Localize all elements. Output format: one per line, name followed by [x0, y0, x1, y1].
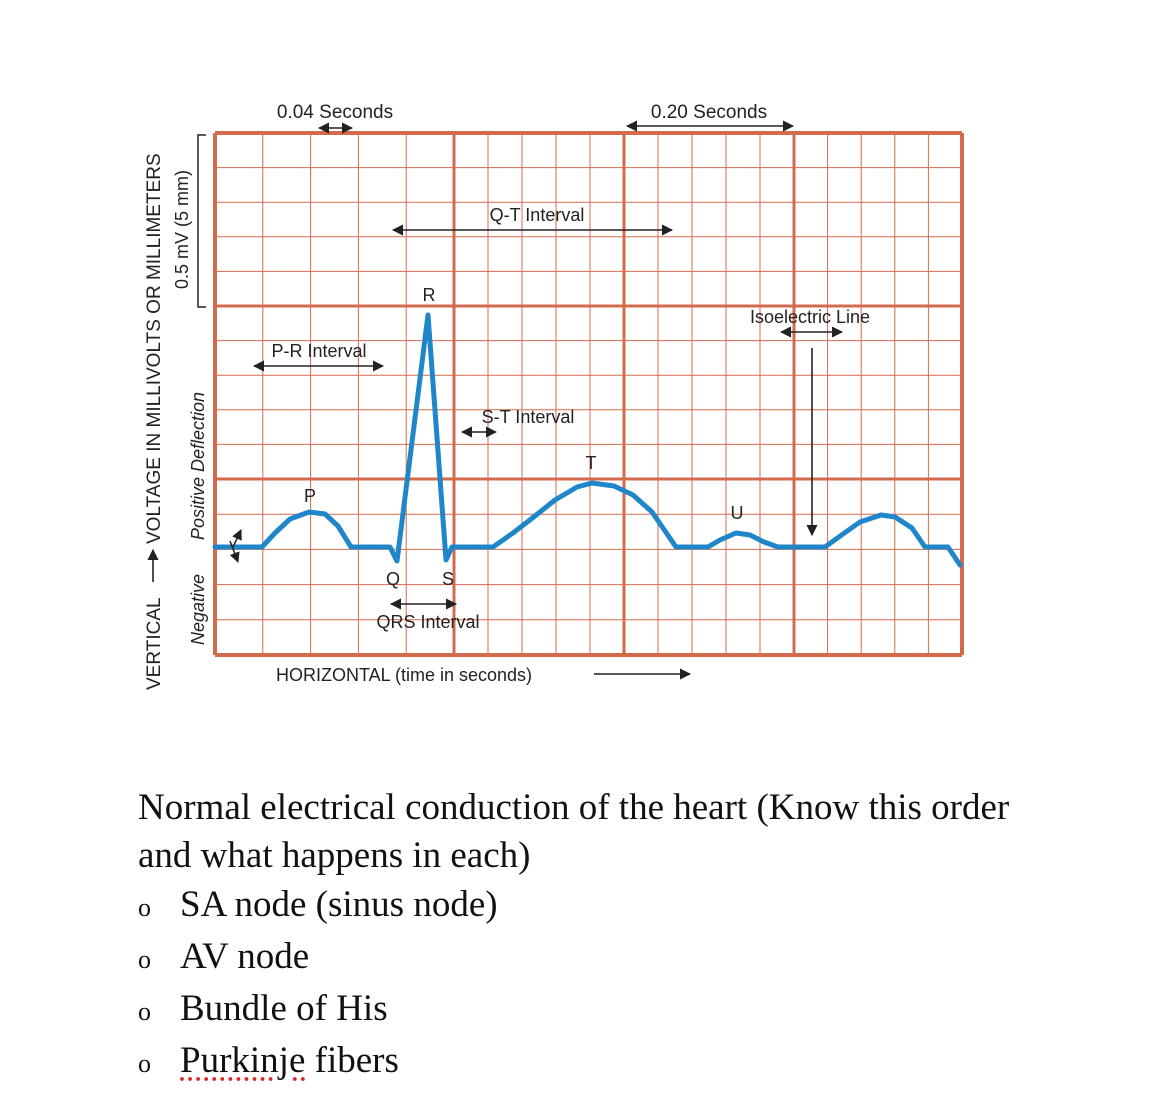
label-wave-q: Q: [385, 569, 401, 589]
label-pr-interval: P-R Interval: [271, 341, 367, 361]
notes-intro: Normal electrical conduction of the heart (Know this order and what happens in each): [138, 787, 1010, 876]
label-st-interval: S-T Interval: [481, 407, 575, 427]
label-wave-r: R: [422, 285, 436, 305]
item-purkinje-word: Purkinje: [180, 1040, 306, 1081]
label-0-04-seconds: 0.04 Seconds: [276, 102, 394, 123]
conduction-list: [138, 880, 1038, 1088]
conduction-notes: [138, 784, 1038, 1088]
vertical-axis-label: [144, 153, 165, 690]
list-item: [138, 880, 1038, 932]
list-item: [138, 984, 1038, 1036]
label-wave-t: T: [585, 453, 597, 473]
label-horizontal-axis: HORIZONTAL (time in seconds): [276, 665, 533, 685]
bullet-icon: o: [138, 997, 151, 1026]
label-0-20-seconds: 0.20 Seconds: [650, 102, 768, 123]
label-wave-s: S: [441, 569, 455, 589]
item-sa-node: SA node (sinus node): [180, 884, 498, 925]
bullet-icon: o: [138, 893, 151, 922]
label-isoelectric-line: Isoelectric Line: [749, 307, 871, 327]
label-vertical: VERTICAL: [144, 597, 165, 690]
list-item: [138, 932, 1038, 984]
label-wave-u: U: [730, 503, 744, 523]
item-bundle-of-his: Bundle of His: [180, 988, 388, 1029]
label-negative: Negative: [188, 573, 208, 645]
label-positive-deflection: Positive Deflection: [188, 391, 208, 540]
list-item: [138, 1036, 1038, 1088]
label-qrs-interval: QRS Interval: [376, 612, 480, 632]
label-voltage-units: VOLTAGE IN MILLIVOLTS OR MILLIMETERS: [144, 153, 165, 544]
voltage-scale-bracket: [198, 135, 206, 307]
arrow-positive-deflection: [233, 530, 241, 547]
bullet-icon: o: [138, 1049, 151, 1078]
bullet-icon: o: [138, 945, 151, 974]
label-qt-interval: Q-T Interval: [489, 205, 585, 225]
item-purkinje-rest: fibers: [305, 1040, 399, 1081]
label-voltage-scale: 0.5 mV (5 mm): [172, 169, 192, 289]
ecg-grid: [215, 133, 962, 655]
label-wave-p: P: [303, 486, 317, 506]
item-av-node: AV node: [180, 936, 310, 977]
